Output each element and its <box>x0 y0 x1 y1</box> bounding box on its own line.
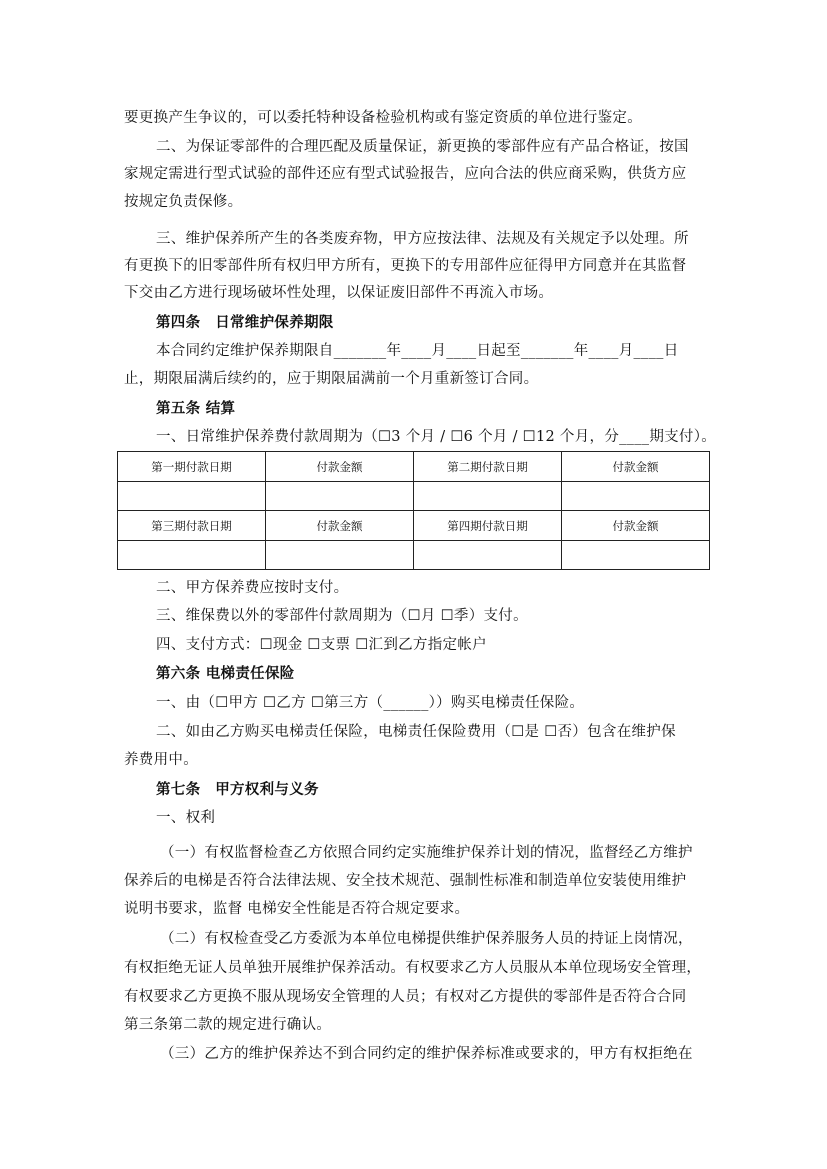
text-line: 四、支付方式：☐现金 ☐支票 ☐汇到乙方指定帐户 <box>156 637 487 653</box>
text-line: 二、为保证零部件的合理匹配及质量保证，新更换的零部件应有产品合格证，按国 <box>156 139 689 155</box>
payment-schedule-table <box>117 451 710 570</box>
text-line: 一、权利 <box>156 810 216 826</box>
text-line: 说明书要求，监督 电梯安全性能是否符合规定要求。 <box>124 901 470 917</box>
table-row <box>118 511 710 541</box>
text-line: （一）有权监督检查乙方依照合同约定实施维护保养计划的情况，监督经乙方维护 <box>160 845 693 861</box>
table-cell-empty <box>266 482 414 511</box>
table-cell-empty <box>414 541 562 570</box>
text-line: （二）有权检查受乙方委派为本单位电梯提供维护保养服务人员的持证上岗情况， <box>160 931 693 947</box>
table-row <box>118 482 710 511</box>
text-line: 一、由（☐甲方 ☐乙方 ☐第三方（______））购买电梯责任保险。 <box>156 695 585 711</box>
section-heading: 第七条 甲方权利与义务 <box>156 781 319 798</box>
table-cell-empty <box>118 482 266 511</box>
text-line: 三、维保费以外的零部件付款周期为（☐月 ☐季）支付。 <box>156 608 528 624</box>
section-heading: 第五条 结算 <box>156 400 236 417</box>
table-header-cell: 付款金额 <box>266 511 414 541</box>
text-line: 止，期限届满后续约的，应于期限届满前一个月重新签订合同。 <box>124 371 539 387</box>
table-row <box>118 452 710 482</box>
text-line: 二、如由乙方购买电梯责任保险，电梯责任保险费用（☐是 ☐否）包含在维护保 <box>156 724 676 740</box>
table-header-cell: 第二期付款日期 <box>414 452 562 482</box>
text-line: 养费用中。 <box>124 752 198 768</box>
table-cell-empty <box>562 541 710 570</box>
table-row <box>118 541 710 570</box>
table-cell-empty <box>266 541 414 570</box>
table-header-cell: 第一期付款日期 <box>118 452 266 482</box>
text-line: 按规定负责保修。 <box>124 194 243 210</box>
text-line: 有更换下的旧零部件所有权归甲方所有，更换下的专用部件应征得甲方同意并在其监督 <box>124 258 687 274</box>
table-header-cell: 第四期付款日期 <box>414 511 562 541</box>
text-line: 有权要求乙方更换不服从现场安全管理的人员；有权对乙方提供的零部件是否符合合同 <box>124 989 687 1005</box>
text-line: 保养后的电梯是否符合法律法规、安全技术规范、强制性标准和制造单位安装使用维护 <box>124 873 687 889</box>
text-line: 三、维护保养所产生的各类废弃物，甲方应按法律、法规及有关规定予以处理。所 <box>156 231 689 247</box>
text-line: 二、甲方保养费应按时支付。 <box>156 580 349 596</box>
text-line: 家规定需进行型式试验的部件还应有型式试验报告，应向合法的供应商采购，供货方应 <box>124 166 687 182</box>
table-header-cell: 第三期付款日期 <box>118 511 266 541</box>
text-line: 本合同约定维护保养期限自_______年____月____日起至_______年____月____日 <box>156 343 679 359</box>
text-line: 一、日常维护保养费付款周期为（☐3 个月 / ☐6 个月 / ☐12 个月，分____期支付）。 <box>156 429 717 445</box>
table-cell-empty <box>562 482 710 511</box>
table-header-cell: 付款金额 <box>266 452 414 482</box>
text-line: （三）乙方的维护保养达不到合同约定的维护保养标准或要求的，甲方有权拒绝在 <box>160 1046 693 1062</box>
text-line: 要更换产生争议的，可以委托特种设备检验机构或有鉴定资质的单位进行鉴定。 <box>124 110 642 126</box>
table-cell-empty <box>118 541 266 570</box>
table-header-cell: 付款金额 <box>562 452 710 482</box>
table-cell-empty <box>414 482 562 511</box>
table-header-cell: 付款金额 <box>562 511 710 541</box>
text-line: 第三条第二款的规定进行确认。 <box>124 1017 332 1033</box>
section-heading: 第六条 电梯责任保险 <box>156 665 295 682</box>
section-heading: 第四条 日常维护保养期限 <box>156 314 334 331</box>
text-line: 有权拒绝无证人员单独开展维护保养活动。有权要求乙方人员服从本单位现场安全管理， <box>124 960 702 976</box>
text-line: 下交由乙方进行现场破坏性处理，以保证废旧部件不再流入市场。 <box>124 285 554 301</box>
